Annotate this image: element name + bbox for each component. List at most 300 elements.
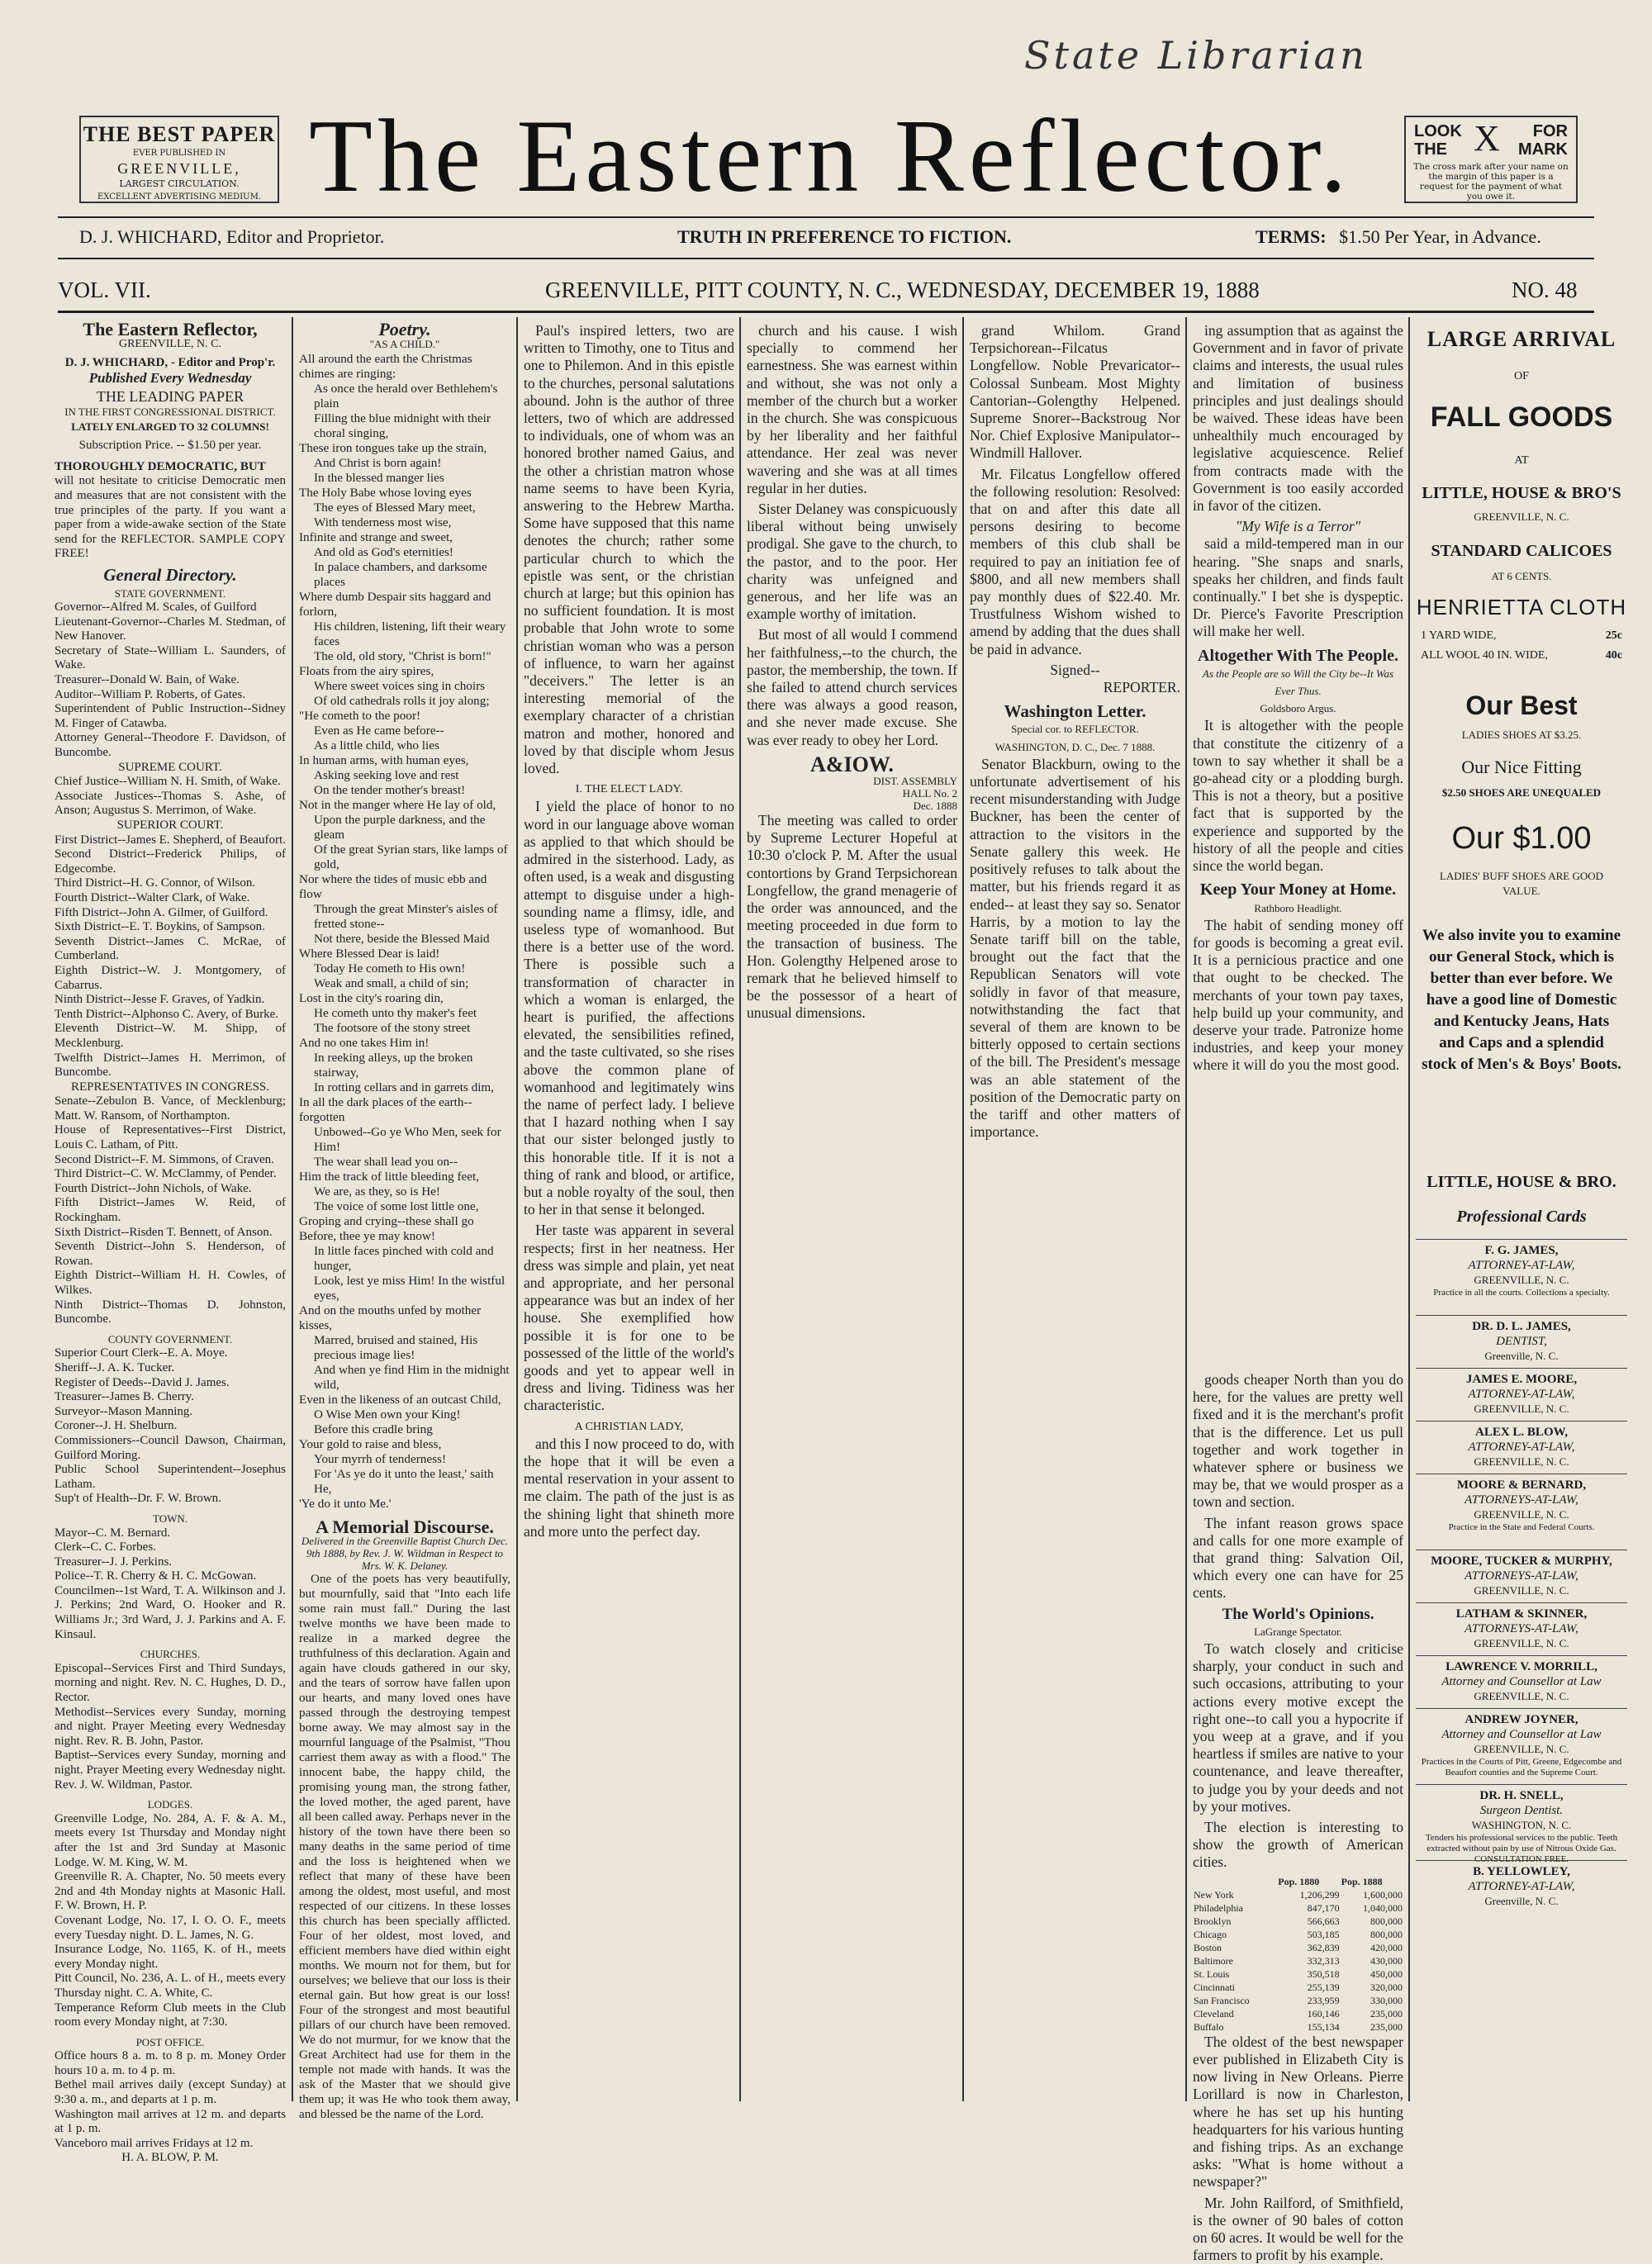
table-cell: 1,600,000 bbox=[1363, 1888, 1403, 1901]
column-4 bbox=[747, 322, 957, 2098]
poem-line: Not there, beside the Blessed Maid bbox=[314, 932, 490, 946]
card-name: LAWRENCE V. MORRILL, bbox=[1446, 1660, 1597, 1673]
header-rule-3 bbox=[58, 311, 1594, 313]
professional-card bbox=[1416, 1550, 1627, 1598]
ad-invite: We also invite you to examine our General Stock, which is better than ever before. We have a good line of Domestic and Kentucky Jeans, Hats and Caps and a splendid stock of Men's & Boys' Boots. bbox=[1422, 927, 1621, 1073]
money-text: The habit of sending money off for goods is becoming a great evil. It is a pernicious practice and one that ought to be checked. The merchants of your town pay taxes, help build up your community, and deserve your trade. Patronize home industries, and keep your money where it will do you the most good. bbox=[1193, 916, 1403, 1074]
money-title: Keep Your Money at Home. bbox=[1199, 880, 1397, 899]
poem-line: As a little child, who lies bbox=[314, 738, 439, 752]
col5-text-a: grand Whilom. Grand Terpsichorean--Filcatus Longfellow. Noble Prevaricator--Colossal Sunbeam. Most Mighty Cantorian--Golengthy Helpened. Supreme Snorer--Backstroug Nor Nor. Chief Explosive Manipulator--Windmill Hallover. bbox=[970, 322, 1180, 462]
card-name: DR. H. SNELL, bbox=[1479, 1789, 1564, 1802]
money-sub: Rathboro Headlight. bbox=[1254, 901, 1342, 914]
card-title: Surgeon Dentist. bbox=[1479, 1804, 1564, 1817]
state-line: Second District--F. M. Simmons, of Craven. bbox=[55, 1152, 274, 1166]
table-cell: 1,040,000 bbox=[1363, 1901, 1403, 1914]
state-line: Third District--C. W. McClammy, of Pender. bbox=[55, 1167, 277, 1181]
poem-line: The wear shall lead you on-- bbox=[314, 1155, 458, 1169]
col7-text-b: The infant reason grows space and calls for one more example of that grand thing: Salvation Oil, which every one can have for 25 cents. bbox=[1193, 1514, 1403, 1602]
poem-line: Him the track of little bleeding feet, bbox=[299, 1170, 480, 1184]
state-line: Second District--Frederick Philips, of Edgecombe. bbox=[55, 847, 286, 876]
poem-line: And old as God's eternities! bbox=[314, 545, 453, 559]
professional-card bbox=[1416, 1239, 1627, 1298]
ad-at: AT bbox=[1514, 454, 1529, 467]
poem-line: Before this cradle bring bbox=[314, 1422, 433, 1436]
post-line: Bethel mail arrives daily (except Sunday) at 9:30 a. m., and departs at 1 p. m. bbox=[55, 2078, 286, 2107]
county-line: Commissioners--Council Dawson, Chairman, Guilford Moring. bbox=[55, 1433, 286, 1462]
right-ear-for: FOR bbox=[1532, 122, 1568, 140]
table-row bbox=[1193, 1994, 1403, 2007]
state-line: Attorney General--Theodore F. Davidson, of Buncombe. bbox=[55, 731, 286, 760]
col4-text-b: Sister Delaney was conspicuously liberal without being unwisely prodigal. She gave to the church, to the pastor, and to the poor. Her charity was unfeigned and generous, and her life was an example worthy of imitation. bbox=[747, 501, 957, 623]
col1-enlarged: LATELY ENLARGED TO 32 COLUMNS! bbox=[71, 420, 269, 433]
ad-store: LITTLE, HOUSE & BRO'S bbox=[1422, 484, 1621, 502]
table-cell: Baltimore bbox=[1194, 1954, 1233, 1967]
table-cell: 800,000 bbox=[1370, 1928, 1403, 1940]
state-line: Fifth District--John A. Gilmer, of Guilford. bbox=[55, 905, 268, 919]
town-line: Police--T. R. Cherry & H. C. McGowan. bbox=[55, 1569, 257, 1583]
col1-paper-name: The Eastern Reflector, bbox=[83, 319, 258, 339]
table-header-cell: Pop. 1888 bbox=[1341, 1875, 1383, 1887]
card-name: ALEX L. BLOW, bbox=[1475, 1426, 1568, 1439]
table-row bbox=[1193, 2007, 1403, 2020]
poem-line: Where dumb Despair sits haggard and forlorn, bbox=[299, 590, 491, 619]
poem-line: Not in the manger where He lay of old, bbox=[299, 798, 496, 812]
ad-fall-goods: FALL GOODS bbox=[1430, 401, 1613, 433]
card-city: Greenville, N. C. bbox=[1484, 1895, 1559, 1907]
county-line: Coroner--J. H. Shelburn. bbox=[55, 1419, 178, 1433]
table-cell: Cincinnati bbox=[1194, 1981, 1235, 1993]
poem-line: In human arms, with human eyes, bbox=[299, 753, 469, 767]
poem-line: Floats from the airy spires, bbox=[299, 664, 434, 678]
state-line: Superintendent of Public Instruction--Sidney M. Finger of Catawba. bbox=[55, 702, 286, 730]
people-text: It is altogether with the people that constitute the citizenry of a town to say whether it shall be a go-ahead city or a plodding burgh. This is not a theory, but a positive fact that is supported by the experience and supported by the history of all the people and cities since the world began. bbox=[1193, 717, 1403, 875]
state-line: Treasurer--Donald W. Bain, of Wake. bbox=[55, 673, 240, 687]
terms-text: $1.50 Per Year, in Advance. bbox=[1339, 226, 1541, 247]
card-note: Practice in the State and Federal Courts. bbox=[1448, 1522, 1595, 1532]
professional-card bbox=[1416, 1860, 1627, 1909]
header-rule-2 bbox=[58, 258, 1594, 259]
state-line: Sixth District--Risden T. Bennett, of Anson. bbox=[55, 1225, 273, 1239]
card-title: Attorney and Counsellor at Law bbox=[1441, 1728, 1602, 1741]
editor-line: D. J. WHICHARD, Editor and Proprietor. bbox=[79, 226, 385, 247]
table-row bbox=[1193, 1941, 1403, 1954]
table-header-cell bbox=[1193, 1875, 1277, 1888]
table-cell: 450,000 bbox=[1370, 1967, 1403, 1980]
col1-post-office: POST OFFICE. bbox=[135, 2035, 205, 2048]
col5-text-b: Mr. Filcatus Longfellow offered the following resolution: Resolved: that on and after this date all persons desiring to become members of this club shall be required to pay an initiation fee of $800, and all new members shall pay monthly dues of $22.40. Mr. Trustfulness Wishom wished to amend by adding that the dues shall be paid in advance. bbox=[970, 465, 1180, 657]
church-line: Episcopal--Services First and Third Sundays, morning and night. Rev. N. C. Hughes, D. D., Rector. bbox=[55, 1661, 286, 1705]
table-cell: St. Louis bbox=[1194, 1967, 1230, 1980]
left-ear-line4: LARGEST CIRCULATION. bbox=[119, 178, 240, 189]
table-intro: The election is interesting to show the growth of American cities. bbox=[1193, 1819, 1403, 1871]
state-line: Secretary of State--William L. Saunders, of Wake. bbox=[55, 643, 286, 672]
column-1 bbox=[55, 319, 286, 2165]
poem-line: Even as He came before-- bbox=[314, 724, 444, 738]
poem-line: "He cometh to the poor! bbox=[299, 709, 421, 723]
card-name: DR. D. L. JAMES, bbox=[1472, 1320, 1571, 1333]
card-name: LATHAM & SKINNER, bbox=[1455, 1607, 1588, 1621]
right-ear-x: X bbox=[1474, 118, 1500, 159]
poem-line: In rotting cellars and in garrets dim, bbox=[314, 1080, 495, 1094]
state-line: Third District--H. G. Connor, of Wilson. bbox=[55, 876, 256, 890]
table-cell: 1,206,299 bbox=[1299, 1888, 1340, 1901]
ad-store-city: GREENVILLE, N. C. bbox=[1474, 510, 1569, 523]
col1-state-list bbox=[55, 600, 286, 1327]
state-line: Senate--Zebulon B. Vance, of Mecklenburg; Matt. W. Ransom, of Northampton. bbox=[55, 1094, 286, 1123]
professional-card bbox=[1416, 1602, 1627, 1651]
state-line: Seventh District--John S. Henderson, of Rowan. bbox=[55, 1240, 286, 1268]
table-cell: 362,839 bbox=[1307, 1941, 1340, 1953]
right-ear-look: LOOK bbox=[1414, 122, 1462, 140]
column-rule-6 bbox=[1408, 317, 1410, 2101]
county-line: Sup't of Health--Dr. F. W. Brown. bbox=[55, 1492, 221, 1506]
state-line: Tenth District--Alphonso C. Avery, of Burke. bbox=[55, 1007, 278, 1021]
card-name: MOORE & BERNARD, bbox=[1456, 1478, 1587, 1492]
left-ear-line3: GREENVILLE, bbox=[117, 160, 241, 177]
lodge-line: Greenville R. A. Chapter, No. 50 meets every 2nd and 4th Monday nights at Masonic Hall. F. W. Brown, H. P. bbox=[55, 1870, 286, 1913]
poem-body bbox=[299, 352, 510, 1512]
column-2 bbox=[299, 319, 510, 2121]
poem-line: The eyes of Blessed Mary meet, bbox=[314, 501, 476, 515]
washington-title: Washington Letter. bbox=[1004, 701, 1146, 722]
wife-text: said a mild-tempered man in our hearing. "She snaps and snarls, speaks her children, and finds fault continually." I bet she is dyspeptic. Dr. Pierce's Favorite Prescription will make her well. bbox=[1193, 535, 1403, 640]
col1-state-gov: STATE GOVERNMENT. bbox=[114, 586, 226, 600]
poem-line: Lost in the city's roaring din, bbox=[299, 991, 444, 1005]
card-name: B. YELLOWLEY, bbox=[1473, 1865, 1570, 1878]
table-cell: 800,000 bbox=[1370, 1915, 1403, 1927]
table-row bbox=[1193, 1928, 1403, 1941]
col4-text-a: church and his cause. I wish specially to commend her earnestness. She was earnest within and without, she was not only a member of the church but a worker in the church. She was conspicuous by her liberality and her faithful attendance. Her zeal was never wavering and she was at all times regular in her duties. bbox=[747, 322, 957, 496]
state-line: Governor--Alfred M. Scales, of Guilford bbox=[55, 600, 257, 615]
column-rule-4 bbox=[962, 317, 964, 2101]
state-line: Ninth District--Thomas D. Johnston, Buncombe. bbox=[55, 1298, 286, 1327]
state-line: Fourth District--Walter Clark, of Wake. bbox=[55, 890, 250, 904]
professional-card bbox=[1416, 1708, 1627, 1778]
state-line: Fifth District--James W. Reid, of Rockingham. bbox=[55, 1196, 286, 1225]
memorial-subtitle: Delivered in the Greenville Baptist Church Dec. 9th 1888, by Rev. J. W. Wildman in Respect to Mrs. W. K. Delaney. bbox=[301, 1535, 509, 1572]
table-cell: Philadelphia bbox=[1194, 1901, 1243, 1914]
poem-line: Through the great Minster's aisles of fretted stone-- bbox=[314, 902, 498, 931]
city-population-table bbox=[1193, 1875, 1403, 2034]
poem-line: These iron tongues take up the strain, bbox=[299, 441, 487, 455]
church-line: Baptist--Services every Sunday, morning and night. Prayer Meeting every Wednesday night. Rev. J. W. Wildman, Pastor. bbox=[55, 1749, 286, 1792]
poem-line: And Christ is born again! bbox=[314, 456, 442, 470]
card-city: GREENVILLE, N. C. bbox=[1474, 1690, 1569, 1702]
state-line: Eighth District--W. J. Montgomery, of Cabarrus. bbox=[55, 963, 286, 992]
col1-county-gov: COUNTY GOVERNMENT. bbox=[107, 1332, 233, 1346]
col1-churches: CHURCHES. bbox=[140, 1648, 201, 1661]
card-title: ATTORNEY-AT-LAW, bbox=[1468, 1259, 1575, 1272]
lodge-line: Pitt Council, No. 236, A. L. of H., meets every Thursday night. C. A. White, C. bbox=[55, 1972, 286, 2000]
professional-card bbox=[1416, 1784, 1627, 1865]
ad-all-wool: ALL WOOL 40 IN. WIDE, bbox=[1421, 649, 1548, 662]
motto: TRUTH IN PREFERENCE TO FICTION. bbox=[677, 226, 1012, 247]
poem-line: Even in the likeness of an outcast Child, bbox=[299, 1393, 501, 1407]
right-ear-the: THE bbox=[1414, 140, 1447, 159]
masthead-title: The Eastern Reflector. bbox=[308, 99, 1351, 214]
card-city: GREENVILLE, N. C. bbox=[1474, 1455, 1569, 1468]
aiow-sub1: DIST. ASSEMBLY bbox=[873, 775, 957, 788]
table-cell: 420,000 bbox=[1370, 1941, 1403, 1953]
poem-line: Groping and crying--these shall go Before, thee ye may know! bbox=[299, 1214, 474, 1243]
poem-line: The Holy Babe whose loving eyes bbox=[299, 486, 472, 500]
christian-lady-heading: A CHRISTIAN LADY, bbox=[574, 1420, 684, 1433]
aiow-sub3: Dec. 1888 bbox=[913, 800, 957, 813]
table-cell: Buffalo bbox=[1194, 2020, 1224, 2033]
washington-date: WASHINGTON, D. C., Dec. 7 1888. bbox=[995, 740, 1156, 753]
ad-large-arrival: LARGE ARRIVAL bbox=[1427, 327, 1616, 351]
county-line: Treasurer--James B. Cherry. bbox=[55, 1390, 194, 1404]
county-line: Surveyor--Mason Manning. bbox=[55, 1404, 193, 1418]
state-line: Sixth District--E. T. Boykins, of Sampson. bbox=[55, 920, 265, 934]
table-cell: New York bbox=[1194, 1888, 1234, 1901]
col7-text-c: The oldest of the best newspaper ever published in Elizabeth City is now living in New Orleans. Pierre Lorillard is now in Charleston, where he has set up his hunting headquarters for his various hunting and fishing trips. As an exchange asks: "What is home without a newspaper?" bbox=[1193, 2033, 1403, 2190]
poem-line: His children, listening, lift their weary faces bbox=[314, 619, 506, 648]
card-city: Greenville, N. C. bbox=[1484, 1350, 1559, 1362]
poem-line: Weak and small, a child of sin; bbox=[314, 976, 469, 990]
county-line: Sheriff--J. A. K. Tucker. bbox=[55, 1360, 175, 1374]
memorial-title: A Memorial Discourse. bbox=[316, 1516, 494, 1537]
table-cell: 503,185 bbox=[1307, 1928, 1340, 1940]
professional-card bbox=[1416, 1368, 1627, 1417]
poem-title: "AS A CHILD." bbox=[369, 338, 440, 350]
town-line: Councilmen--1st Ward, T. A. Wilkinson and J. J. Perkins; 2nd Ward, O. Hooker and R. Williams Jr.; 3rd Ward, J. J. Parkins and A. F. Kinsaul. bbox=[55, 1583, 286, 1641]
poem-line: On the tender mother's breast! bbox=[314, 783, 466, 797]
card-name: F. G. JAMES, bbox=[1484, 1244, 1559, 1257]
poem-line: Where sweet voices sing in choirs bbox=[314, 679, 486, 693]
table-cell: 255,139 bbox=[1307, 1981, 1340, 1993]
poem-line: Unbowed--Go ye Who Men, seek for Him! bbox=[314, 1125, 501, 1154]
washington-sub: Special cor. to REFLECTOR. bbox=[1011, 723, 1139, 736]
ad-of: OF bbox=[1514, 370, 1529, 382]
poem-line: Look, lest ye miss Him! In the wistful eyes, bbox=[314, 1274, 506, 1303]
ad-calicoes-price: AT 6 CENTS. bbox=[1491, 570, 1552, 582]
column-rule-1 bbox=[292, 317, 293, 2101]
col1-leading1: THE LEADING PAPER bbox=[96, 388, 244, 406]
ad-dollar-sub: LADIES' BUFF SHOES ARE GOOD VALUE. bbox=[1439, 870, 1604, 897]
county-line: Public School Superintendent--Josephus Latham. bbox=[55, 1463, 286, 1491]
col1-lodges: LODGES. bbox=[147, 1798, 193, 1811]
col5-text-c: Senator Blackburn, owing to the unfortunate advertisement of his recent misunderstanding with Judge Buckner, has been the center of attraction to the visitors in the Senate gallery this week. He positively refuses to talk about the matter, but his friends regard it as ended-- at least they say so. Senator Harris, by a motion to lay the Senate tariff bill on the table, brought out the fact that the Republican Senators will vote solidly in favor of that measure, notwithstanding the fact that several of them are known to be bitterly opposed to certain sections of the bill. The President's message was an able statement of the position of the Democratic party on the tariff and other matters of importance. bbox=[970, 755, 1180, 1141]
poem-line: And when ye find Him in the midnight wild, bbox=[314, 1363, 510, 1392]
poem-line: With tenderness most wise, bbox=[314, 515, 452, 529]
poem-line: Of old cathedrals rolls it joy along; bbox=[314, 694, 490, 708]
poem-line: As once the herald over Bethlehem's plain bbox=[314, 382, 498, 411]
column-rule-5 bbox=[1185, 317, 1187, 2101]
col3-text-c: Her taste was apparent in several respects; first in her neatness. Her dress was simple and plain, yet neat and appropriate, and her personal appearance was but an index of her house. She exemplified how possible it is for one to be possessed of the little of the world's goods and yet to appear well in dress and living. Tidiness was her characteristic. bbox=[524, 1222, 734, 1414]
poem-line: Marred, bruised and stained, His precious image lies! bbox=[314, 1333, 478, 1362]
card-title: ATTORNEYS-AT-LAW, bbox=[1464, 1493, 1578, 1507]
col1-editor: D. J. WHICHARD, - Editor and Prop'r. bbox=[64, 356, 276, 370]
table-row bbox=[1193, 1981, 1403, 1994]
poem-line: All around the earth the Christmas chimes are ringing: bbox=[299, 352, 472, 381]
poem-line: The voice of some lost little one, bbox=[314, 1199, 479, 1213]
ad-yard-price: 25c bbox=[1605, 629, 1622, 642]
table-cell: 332,313 bbox=[1307, 1954, 1340, 1967]
county-line: Superior Court Clerk--E. A. Moye. bbox=[55, 1346, 228, 1360]
table-row bbox=[1193, 2020, 1403, 2034]
card-city: GREENVILLE, N. C. bbox=[1474, 1508, 1569, 1521]
ad-best-sub: LADIES SHOES AT $3.25. bbox=[1461, 729, 1582, 741]
poem-line: Upon the purple darkness, and the gleam bbox=[314, 813, 486, 842]
table-cell: Brooklyn bbox=[1194, 1915, 1232, 1927]
col1-directory: General Directory. bbox=[103, 564, 237, 585]
poem-line: In reeking alleys, up the broken stairway, bbox=[314, 1051, 473, 1080]
aiow-heading: A&IOW. bbox=[810, 752, 894, 776]
state-line: Eleventh District--W. M. Shipp, of Mecklenburg. bbox=[55, 1022, 286, 1050]
state-line: Chief Justice--William N. H. Smith, of Wake. bbox=[55, 775, 281, 789]
poem-line: He cometh unto thy maker's feet bbox=[314, 1006, 477, 1020]
card-city: GREENVILLE, N. C. bbox=[1474, 1274, 1569, 1286]
poem-line: Where Blessed Dear is laid! bbox=[299, 947, 440, 961]
town-line: Treasurer--J. J. Perkins. bbox=[55, 1554, 173, 1569]
table-cell: Cleveland bbox=[1194, 2007, 1234, 2020]
table-cell: Boston bbox=[1194, 1941, 1222, 1953]
column-rule-2 bbox=[516, 317, 518, 2101]
terms-block bbox=[1256, 226, 1541, 248]
state-line: Lieutenant-Governor--Charles M. Stedman, of New Hanover. bbox=[55, 615, 286, 643]
wife-heading: "My Wife is a Terror" bbox=[1235, 518, 1361, 535]
poem-line: Infinite and strange and sweet, bbox=[299, 530, 453, 544]
poem-line: The old, old story, "Christ is born!" bbox=[314, 649, 491, 663]
card-city: GREENVILLE, N. C. bbox=[1474, 1743, 1569, 1755]
aiow-sub2: HALL No. 2 bbox=[902, 787, 957, 800]
church-line: Methodist--Services every Sunday, morning and night. Prayer Meeting every Wednesday night. Rev. R. B. John, Pastor. bbox=[55, 1705, 286, 1748]
card-city: WASHINGTON, N. C. bbox=[1471, 1819, 1572, 1831]
card-title: Attorney and Counsellor at Law bbox=[1441, 1675, 1602, 1688]
professional-card bbox=[1416, 1474, 1627, 1533]
terms-label: TERMS: bbox=[1256, 226, 1327, 247]
col1-published: Published Every Wednesday bbox=[88, 369, 252, 386]
opinions-title: The World's Opinions. bbox=[1222, 1605, 1374, 1623]
ad-signoff: LITTLE, HOUSE & BRO. bbox=[1427, 1173, 1616, 1191]
card-city: GREENVILLE, N. C. bbox=[1474, 1637, 1569, 1649]
table-row bbox=[1193, 1901, 1403, 1915]
card-title: ATTORNEY-AT-LAW, bbox=[1468, 1441, 1575, 1454]
poem-line: In palace chambers, and darksome places bbox=[314, 560, 487, 589]
ad-our-dollar: Our $1.00 bbox=[1451, 821, 1592, 856]
reporter-line: REPORTER. bbox=[1103, 679, 1180, 696]
card-title: ATTORNEYS-AT-LAW, bbox=[1464, 1569, 1578, 1583]
poem-line: Nor where the tides of music ebb and flow bbox=[299, 872, 487, 901]
table-cell: 350,518 bbox=[1307, 1967, 1340, 1980]
col6-text-a: ing assumption that as against the Government and in favor of private claims and interests, the usual rules and limitation of business principles and just dealings should be waived. These ideas have been unhealthily much encouraged by legislative acquiescence. Relief from contracts made with the Government is too easily accorded in favor of the citizen. bbox=[1193, 322, 1403, 515]
table-cell: 320,000 bbox=[1370, 1981, 1403, 1993]
card-city: GREENVILLE, N. C. bbox=[1474, 1403, 1569, 1415]
col1-democratic: THOROUGHLY DEMOCRATIC, BUT bbox=[55, 459, 266, 473]
poem-line: In the blessed manger lies bbox=[314, 471, 444, 485]
ad-henrietta: HENRIETTA CLOTH bbox=[1416, 595, 1627, 619]
card-city: GREENVILLE, N. C. bbox=[1474, 1584, 1569, 1597]
poem-line: Asking seeking love and rest bbox=[314, 768, 459, 782]
column-7 bbox=[1193, 1371, 1403, 2264]
poem-line: For 'As ye do it unto the least,' saith He, bbox=[314, 1467, 494, 1496]
col3-text-d: and this I now proceed to do, with the hope that it will be even a mental reservation in your assent to me claim. The path of the just is as the shining light that shineth more and more unto the perfect day. bbox=[524, 1435, 734, 1540]
elect-lady-heading: I. THE ELECT LADY. bbox=[575, 783, 683, 796]
col3-text-b: I yield the place of honor to no word in our language above woman as applied to that which should be admired in the sisterhood. Lady, as often used, is a weak and disgusting attempt to disguise under a high-sounding name a flimsy, idle, and useless type of womanhood. But there is a better use of the word. There is possible such a transformation of character in which a woman is enlarged, the heart is purified, the affections elevated, the sensibilities refined, and the taste cultivated, so she rises above the common plane of womanhood and legitimately wins the name of perfect lady. I believe that I hazard nothing when I say that our sister belonged justly to this honorable title. If it is not a thing of rank and blood, or artifice, but a noble royalty of the soul, then to her in that sense it belonged. bbox=[524, 798, 734, 1218]
ad-wool-price: 40c bbox=[1605, 649, 1622, 662]
state-line: Associate Justices--Thomas S. Ashe, of Anson; Augustus S. Merrimon, of Wake. bbox=[55, 789, 286, 818]
table-header-cell: Pop. 1880 bbox=[1278, 1875, 1320, 1887]
post-line: Vanceboro mail arrives Fridays at 12 m. bbox=[55, 2136, 254, 2150]
card-title: ATTORNEY-AT-LAW, bbox=[1468, 1388, 1575, 1401]
table-cell: 155,134 bbox=[1307, 2020, 1340, 2033]
post-line: Office hours 8 a. m. to 8 p. m. Money Order hours 10 a. m. to 4 p. m. bbox=[55, 2049, 286, 2077]
card-title: ATTORNEY-AT-LAW, bbox=[1468, 1880, 1575, 1893]
col1-post-list bbox=[55, 2049, 286, 2166]
people-sub: As the People are so Will the City be--It Was Ever Thus. bbox=[1202, 667, 1394, 698]
ad-nice-sub: $2.50 SHOES ARE UNEQUALED bbox=[1441, 786, 1602, 799]
card-note: Practices in the Courts of Pitt, Greene, Edgecombe and Beaufort counties and the Supreme Court. bbox=[1421, 1757, 1622, 1778]
table-row bbox=[1193, 1915, 1403, 1928]
opinions-sub: LaGrange Spectator. bbox=[1254, 1625, 1342, 1638]
table-cell: San Francisco bbox=[1194, 1994, 1250, 2006]
table-cell: 430,000 bbox=[1370, 1954, 1403, 1967]
left-ear-line5: EXCELLENT ADVERTISING MEDIUM. bbox=[97, 192, 261, 202]
people-title: Altogether With The People. bbox=[1198, 646, 1398, 665]
town-line: Mayor--C. M. Bernard. bbox=[55, 1526, 171, 1540]
ads-column bbox=[1416, 322, 1627, 2098]
poem-line: Your gold to raise and bless, bbox=[299, 1437, 442, 1451]
column-3 bbox=[524, 322, 734, 2098]
poem-line: In little faces pinched with cold and hunger, bbox=[314, 1244, 494, 1273]
col1-city: GREENVILLE, N. C. bbox=[118, 337, 222, 350]
right-ear-mark: MARK bbox=[1518, 140, 1568, 159]
col1-town-list bbox=[55, 1526, 286, 1643]
col1-county-list bbox=[55, 1346, 286, 1507]
left-ear-line1: THE BEST PAPER bbox=[83, 122, 276, 146]
lodge-line: Temperance Reform Club meets in the Club room every Monday night, at 7:30. bbox=[55, 2001, 286, 2029]
card-name: MOORE, TUCKER & MURPHY, bbox=[1431, 1554, 1612, 1568]
column-rule-3 bbox=[739, 317, 741, 2101]
poem-line: Your myrrh of tenderness! bbox=[314, 1452, 447, 1466]
state-line: Auditor--William P. Roberts, of Gates. bbox=[55, 687, 246, 701]
state-line: First District--James E. Shepherd, of Beaufort. bbox=[55, 833, 286, 847]
card-note: Practice in all the courts. Collections a specialty. bbox=[1433, 1288, 1610, 1298]
state-subhead: SUPERIOR COURT. bbox=[116, 819, 224, 832]
col7-text-d: Mr. John Railford, of Smithfield, is the owner of 90 bales of cotton on 60 acres. It would be well for the farmers to profit by his example. bbox=[1193, 2194, 1403, 2264]
column-5 bbox=[970, 322, 1180, 2098]
post-line: Washington mail arrives at 12 m. and departs at 1 p. m. bbox=[55, 2107, 286, 2136]
right-ear-box bbox=[1404, 116, 1578, 203]
postmaster-line: H. A. BLOW, P. M. bbox=[121, 2151, 219, 2165]
poem-line: In all the dark places of the earth--forgotten bbox=[299, 1095, 472, 1124]
card-note: Tenders his professional services to the public. Teeth extracted without pain by use of Nitrous Oxide Gas. CONSULTATION FREE. bbox=[1425, 1833, 1618, 1864]
col1-lodge-list bbox=[55, 1812, 286, 2030]
lodge-line: Greenville Lodge, No. 284, A. F. & A. M., meets every 1st Thursday and Monday night after the 1st and 3rd Sunday at Masonic Lodge. W. M. King, W. M. bbox=[55, 1811, 286, 1869]
right-ear-note: The cross mark after your name on the margin of this paper is a request for the payment of what you owe it. bbox=[1413, 162, 1569, 202]
poem-line: 'Ye do it unto Me.' bbox=[299, 1497, 392, 1511]
col1-subscription: Subscription Price. -- $1.50 per year. bbox=[78, 439, 262, 453]
state-line: House of Representatives--First District, Louis C. Latham, of Pitt. bbox=[55, 1123, 286, 1152]
poem-line: We are, as they, so is He! bbox=[314, 1184, 440, 1198]
ad-yard-wide-row bbox=[1421, 629, 1622, 643]
table-row bbox=[1193, 1888, 1403, 1901]
state-line: Eighth District--William H. H. Cowles, of Wilkes. bbox=[55, 1269, 286, 1297]
table-row bbox=[1193, 1967, 1403, 1981]
county-line: Register of Deeds--David J. James. bbox=[55, 1375, 230, 1389]
table-row bbox=[1193, 1954, 1403, 1967]
volume-number: VOL. VII. bbox=[58, 278, 151, 302]
ad-yard-wide: 1 YARD WIDE, bbox=[1421, 629, 1497, 642]
memorial-text: One of the poets has very beautifully, but mournfully, said that "Into each life some rain must fall." During the last twelve months we have been made to realize in a marked degree the truthfulness of this declaration. Again and again have clouds gathered in our sky, and the tears of sorrow have fallen upon our hearts, and many loved ones have passed through the destroying tempest borne away. We may almost say in the mournful language of the Psalmist, "Thou carriest them away as with a flood." The innocent babe, the happy child, the promising young man, the strong father, the loved mother, the aged parent, have all been called away. Perhaps never in the history of the town have there been so many deaths in the same period of time and the loss is heightened when we reflect that many of these have been among the oldest, most useful, and most respected of our citizens. In these losses this church has been specially afflicted. Four of her oldest, most loved, and efficient members have died within eight months. We mourn not for them, but for ourselves; we believe that our loss is their eternal gain. But how great is our loss! Four of the strongest and most beautiful pillars of our church have been removed. We do not murmur, for we know that the Great Architect had use for them in the temple not made with hands. It was the ask of the Master that we should give them up; it was He who took them away, and blessed be the name of the Lord. bbox=[299, 1572, 510, 2121]
poetry-heading: Poetry. bbox=[378, 319, 431, 339]
lodge-line: Insurance Lodge, No. 1165, K. of H., meets every Monday night. bbox=[55, 1943, 286, 1971]
table-cell: 233,959 bbox=[1307, 1994, 1340, 2006]
town-line: Clerk--C. C. Forbes. bbox=[55, 1540, 156, 1554]
col4-text-c: But most of all would I commend her faithfulness,--to the church, the pastor, the membership, the town. If she failed to attend church services there was always a good reason, and she never made excuse. She was ever ready to obey her Lord. bbox=[747, 626, 957, 748]
col3-text-a: Paul's inspired letters, two are written to Timothy, one to Titus and one to Philemon. And in this epistle to the churches, personal salutations abound. John is the author of three letters, two of which are addressed to individuals, one of whom was an honored brother named Gaius, and the other a christian matron whose name seems to have been Kyria, answering to the Hebrew Martha. Some have supposed that this name denotes the church; rather some particular church to which the epistle was sent, or the christian church at large; but this opinion has no sufficient foundation. It is most probable that John wrote to some christian woman who was a person of influence, to warn her against "deceivers." The letter is an interesting memorial of the exemplary character of a christian matron and mother, honored and loved by that disciple whom Jesus loved. bbox=[524, 322, 734, 777]
